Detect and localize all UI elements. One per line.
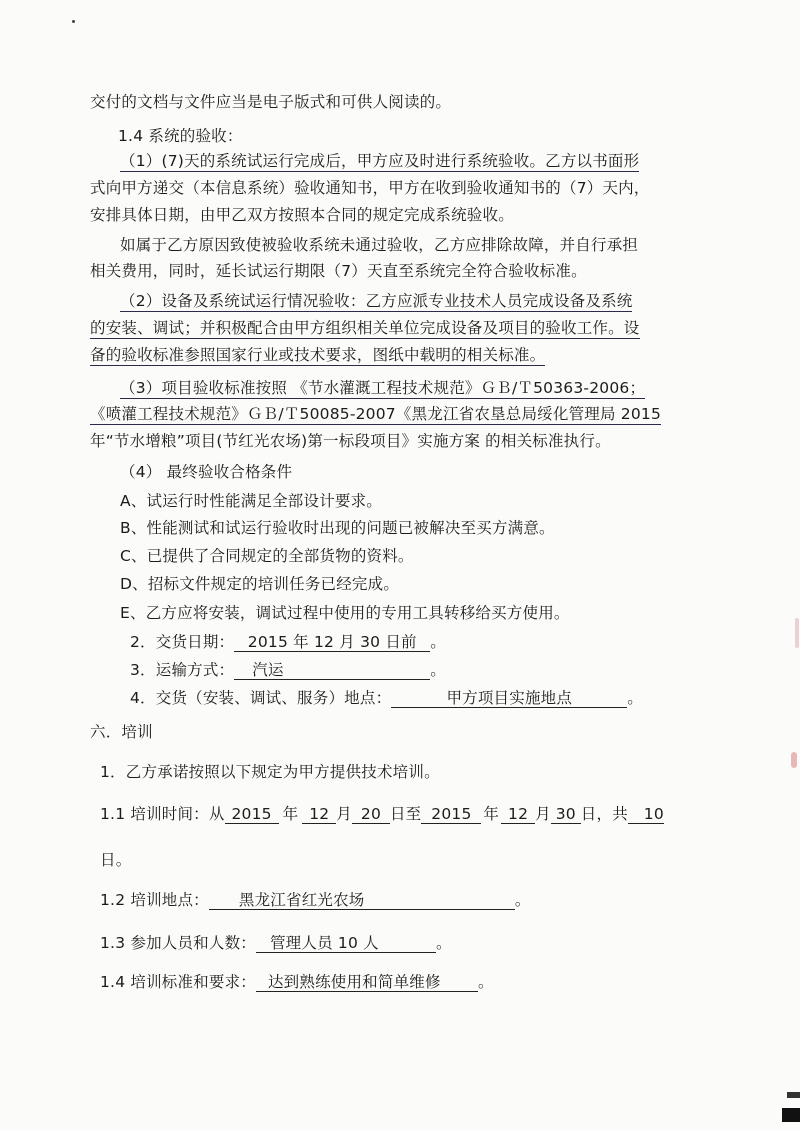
underlined-text: 的安装、调试；并积极配合由甲方组织相关单位完成设备及项目的验收工作。设 (90, 319, 640, 337)
underlined-text: 备的验收标准参照国家行业或技术要求，图纸中载明的相关标准。 (90, 346, 546, 364)
delivery-date-value: 2015 年 12 月 30 日前 (234, 633, 430, 652)
underlined-text: 《喷灌工程技术规范》ＧＢ/Ｔ50085-2007《黑龙江省农垦总局绥化管理局 2015 (90, 405, 662, 423)
field-label: 3．运输方式： (130, 661, 235, 679)
stamp-trace (795, 618, 799, 648)
punctuation: 。 (477, 973, 494, 991)
text-line: 式向甲方递交（本信息系统）验收通知书，甲方在收到验收通知书的（7）天内， (90, 179, 650, 197)
scan-edge-mark (787, 1092, 800, 1098)
participants-value: 管理人员 10 人 (256, 934, 436, 953)
training-time-line (100, 804, 664, 824)
text-line: 如属于乙方原因致使被验收系统未通过验收，乙方应排除故障，并自行承担 (120, 236, 639, 254)
field-label: 1.4 培训标准和要求： (100, 973, 256, 991)
text-line: 交付的文档与文件应当是电子版式和可供人阅读的。 (90, 93, 452, 111)
text-line: 年“节水增粮”项目(节红光农场)第一标段项目》实施方案 的相关标准执行。 (90, 432, 611, 450)
delivery-place-line (130, 688, 643, 708)
scan-speck (72, 20, 75, 23)
unit-text: 月 (336, 805, 352, 823)
punctuation: 。 (430, 661, 446, 679)
text-line (120, 291, 632, 311)
unit-text: 日，共 (580, 805, 628, 823)
start-year: 2015 (225, 805, 279, 824)
text-line: 相关费用，同时，延长试运行期限（7）天直至系统完全符合验收标准。 (90, 262, 587, 280)
delivery-date-line (130, 632, 446, 652)
condition-item: B、性能测试和试运行验收时出现的问题已被解决至买方满意。 (120, 519, 555, 537)
field-label: 1.3 参加人员和人数： (100, 934, 256, 952)
transport-value: 汽运 (234, 661, 430, 680)
condition-item: A、试运行时性能满足全部设计要求。 (120, 492, 383, 510)
condition-item: E、乙方应将安装，调试过程中使用的专用工具转移给买方使用。 (120, 604, 570, 622)
punctuation: 。 (627, 689, 643, 707)
start-month: 12 (302, 805, 336, 824)
training-place-value: 黑龙江省红光农场 (209, 891, 515, 910)
field-label: 2．交货日期： (130, 633, 235, 651)
start-day: 20 (352, 805, 390, 824)
unit-text: 年 (282, 805, 299, 823)
unit-text: 日至 (389, 805, 422, 823)
section-heading: 六．培训 (90, 723, 153, 741)
text-line: 1．乙方承诺按照以下规定为甲方提供技术培训。 (100, 763, 440, 781)
punctuation: 。 (430, 633, 446, 651)
text-line (120, 151, 639, 171)
condition-item: C、已提供了合同规定的全部货物的资料。 (120, 547, 414, 565)
total-days: 10 (628, 805, 664, 824)
unit-text: 年 (483, 805, 500, 823)
participants-line (100, 933, 452, 953)
punctuation: 。 (514, 891, 531, 909)
end-month: 12 (501, 805, 535, 824)
text-line (120, 378, 645, 398)
end-year: 2015 (421, 805, 481, 824)
text-line (90, 404, 661, 424)
delivery-place-value: 甲方项目实施地点 (391, 689, 627, 708)
field-label: 1.1 培训时间：从 (100, 805, 225, 823)
text-line (90, 345, 545, 365)
text-line (90, 318, 640, 338)
field-label: 4．交货（安装、调试、服务）地点： (130, 689, 392, 707)
stamp-trace (791, 752, 797, 768)
transport-line (130, 660, 446, 680)
underlined-text: （1）(7)天的系统试运行完成后，甲方应及时进行系统验收。乙方以书面形 (120, 152, 640, 170)
underlined-text: （3）项目验收标准按照 《节水灌溉工程技术规范》ＧＢ/Ｔ50363-2006； (120, 379, 646, 397)
training-standard-line (100, 972, 494, 992)
scan-edge-mark (782, 1108, 800, 1122)
end-day: 30 (551, 805, 581, 824)
punctuation: 。 (435, 934, 452, 952)
training-standard-value: 达到熟练使用和简单维修 (256, 973, 478, 992)
training-place-line (100, 890, 531, 910)
text-line: （4） 最终验收合格条件 (120, 463, 293, 481)
text-line: 日。 (100, 851, 132, 869)
underlined-text: （2）设备及系统试运行情况验收：乙方应派专业技术人员完成设备及系统 (120, 292, 633, 310)
field-label: 1.2 培训地点： (100, 891, 209, 909)
section-heading: 1.4 系统的验收： (118, 127, 243, 145)
text-line: 安排具体日期，由甲乙双方按照本合同的规定完成系统验收。 (90, 206, 514, 224)
unit-text: 月 (535, 805, 551, 823)
condition-item: D、招标文件规定的培训任务已经完成。 (120, 575, 400, 593)
